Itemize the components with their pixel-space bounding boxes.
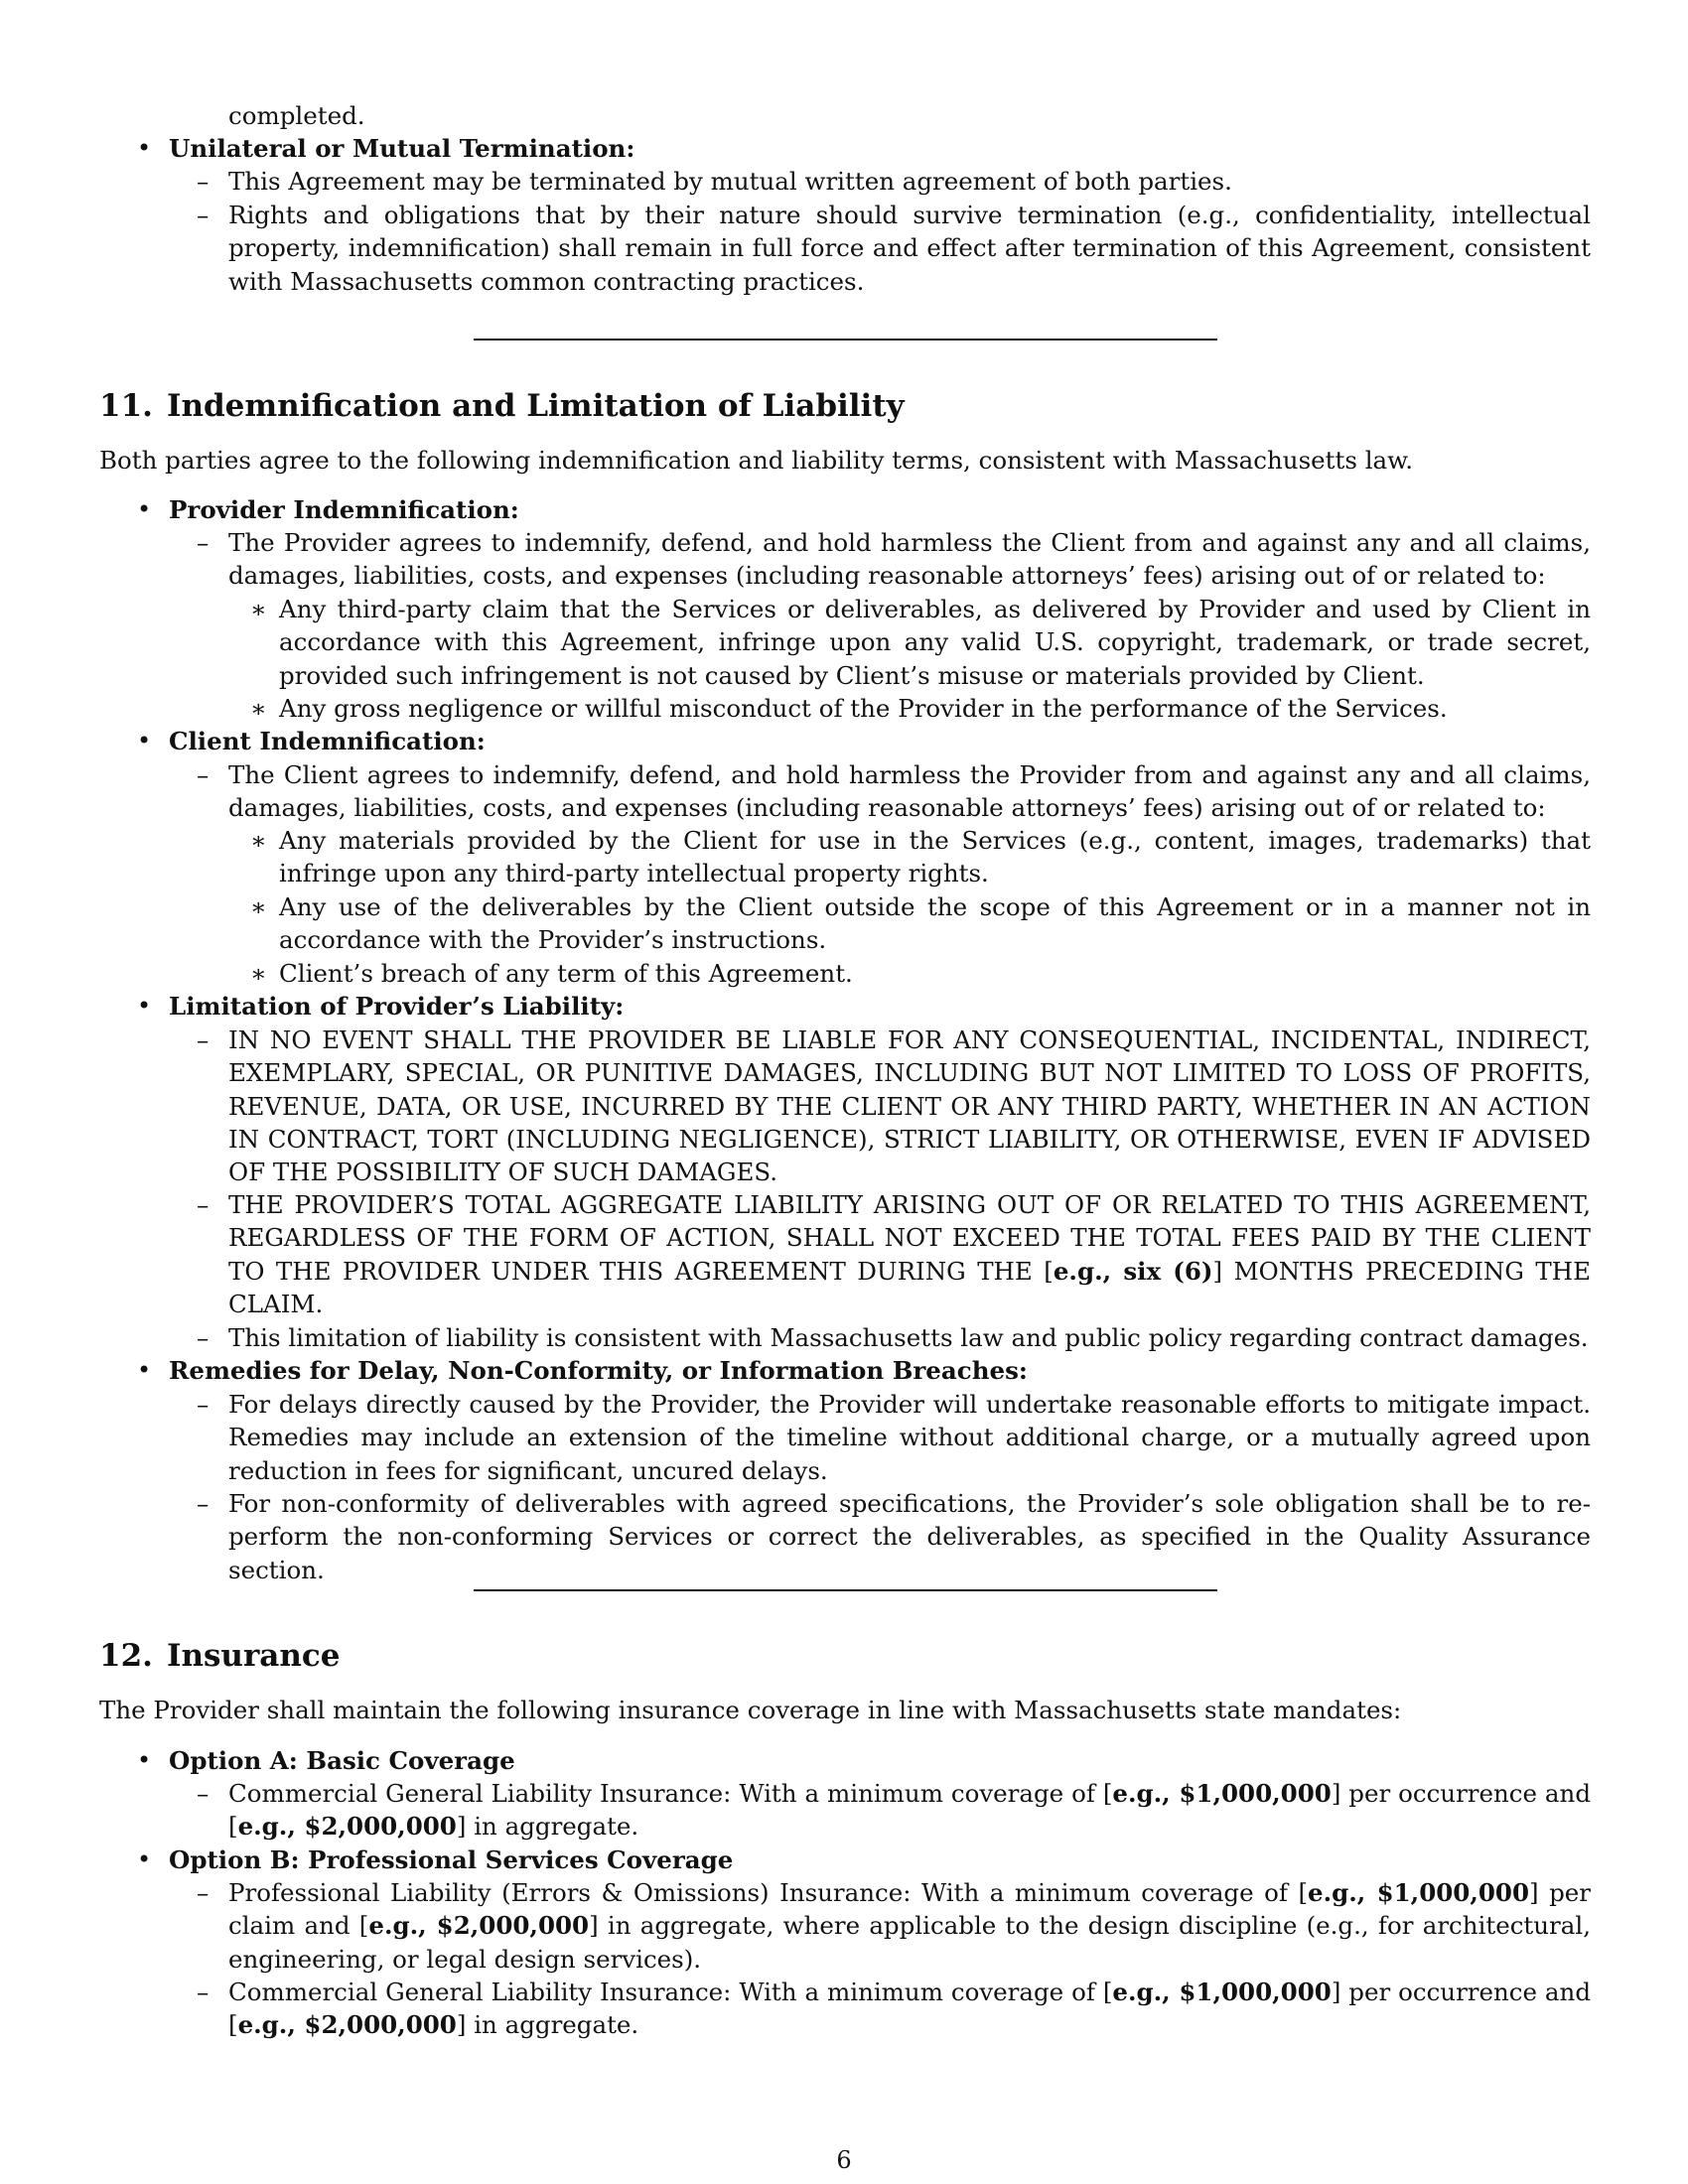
dash-icon: – <box>197 1190 210 1219</box>
dash-icon: – <box>197 1390 210 1419</box>
coverage-text: ] per occurrence and [ <box>228 1779 1591 1842</box>
coverage-amount: e.g., $1,000,000 <box>1112 1779 1332 1808</box>
coverage-text: Commercial General Liability Insurance: With a minimum coverage of [ <box>228 1779 1113 1808</box>
provider-indemnification-subitem: Any third-party claim that the Services or deliverables, as delivered by Provider and used by Client in accordance with this Agreement, infringe upon any valid U.S. copyright, trademark, or trade secret, provided such infringement is not caused by Client’s misuse or materials provided by Client. <box>279 595 1591 690</box>
dash-icon: – <box>197 760 210 789</box>
dash-icon: – <box>197 1779 210 1808</box>
section-divider <box>474 339 1217 341</box>
coverage-text: ] in aggregate. <box>456 2010 639 2040</box>
limitation-heading: Limitation of Provider’s Liability: <box>169 992 625 1021</box>
client-indemnification-item: The Client agrees to indemnify, defend, and hold harmless the Provider from and against any and all claims, damages, liabilities, costs, and expenses (including reasonable attorneys’ fees) arising out of or related to: <box>228 760 1591 823</box>
section-title: Insurance <box>166 1638 341 1674</box>
bullet-icon: • <box>137 1356 152 1384</box>
section-divider <box>474 1589 1217 1591</box>
section-11-intro: Both parties agree to the following indemnification and liability terms, consistent with Massachusetts law. <box>99 446 1413 475</box>
option-b-heading: Option B: Professional Services Coverage <box>169 1845 734 1874</box>
asterisk-icon: ∗ <box>250 694 267 723</box>
client-indemnification-subitem: Any materials provided by the Client for use in the Services (e.g., content, images, trademarks) that infringe upon any third-party intellectual property rights. <box>279 826 1591 888</box>
bullet-icon: • <box>137 134 152 162</box>
section-title: Indemnification and Limitation of Liability <box>166 388 905 424</box>
client-indemnification-heading: Client Indemnification: <box>169 727 486 755</box>
coverage-amount: e.g., $1,000,000 <box>1308 1878 1530 1907</box>
dash-icon: – <box>197 1878 210 1907</box>
limitation-item: This limitation of liability is consistent with Massachusetts law and public policy regarding contract damages. <box>228 1323 1589 1352</box>
dash-icon: – <box>197 201 210 229</box>
remedies-heading: Remedies for Delay, Non-Conformity, or Information Breaches: <box>169 1356 1028 1385</box>
option-a-heading: Option A: Basic Coverage <box>169 1746 515 1775</box>
limitation-text: THE PROVIDER’S TOTAL AGGREGATE LIABILITY ARISING OUT OF OR RELATED TO THIS AGREEMENT, REGARDLESS OF THE FORM OF ACTION, SHALL NOT EXCEED THE TOTAL FEES PAID BY THE CLIENT TO THE PROVIDER UNDER THIS AGREEMENT DURING THE [ <box>228 1190 1591 1286</box>
dash-icon: – <box>197 528 210 557</box>
limitation-item <box>228 1188 1591 1320</box>
section-number: 12. <box>99 1638 153 1674</box>
page-number: 6 <box>836 2146 852 2174</box>
asterisk-icon: ∗ <box>250 595 267 623</box>
asterisk-icon: ∗ <box>250 892 267 921</box>
option-b-item <box>228 1976 1591 2042</box>
asterisk-icon: ∗ <box>250 959 267 988</box>
termination-item: Rights and obligations that by their nature should survive termination (e.g., confidentiality, intellectual property, indemnification) shall remain in full force and effect after termination of this Agreement, consistent with Massachusetts common contracting practices. <box>228 201 1591 296</box>
limitation-item: IN NO EVENT SHALL THE PROVIDER BE LIABLE FOR ANY CONSEQUENTIAL, INCIDENTAL, INDIRECT, EXEMPLARY, SPECIAL, OR PUNITIVE DAMAGES, INCLUDING BUT NOT LIMITED TO LOSS OF PROFITS, REVENUE, DATA, OR USE, INCURRED BY THE CLIENT OR ANY THIRD PARTY, WHETHER IN AN ACTION IN CONTRACT, TORT (INCLUDING NEGLIGENCE), STRICT LIABILITY, OR OTHERWISE, EVEN IF ADVISED OF THE POSSIBILITY OF SUCH DAMAGES. <box>228 1025 1591 1187</box>
remedies-item: For delays directly caused by the Provider, the Provider will undertake reasonable efforts to mitigate impact. Remedies may include an extension of the timeline without additional charge, or a mutually agreed upon reduction in fees for significant, uncured delays. <box>228 1390 1591 1485</box>
section-12-intro: The Provider shall maintain the following insurance coverage in line with Massachusetts state mandates: <box>99 1696 1402 1724</box>
bullet-icon: • <box>137 495 152 523</box>
dash-icon: – <box>197 1978 210 2006</box>
dash-icon: – <box>197 1489 210 1518</box>
remedies-item: For non-conformity of deliverables with agreed specifications, the Provider’s sole obligation shall be to re-perform the non-conforming Services or correct the deliverables, as specified in the Quality Assurance section. <box>228 1489 1591 1584</box>
coverage-amount: e.g., $2,000,000 <box>368 1911 590 1941</box>
provider-indemnification-item: The Provider agrees to indemnify, defend, and hold harmless the Client from and against any and all claims, damages, liabilities, costs, and expenses (including reasonable attorneys’ fees) arising out of or related to: <box>228 528 1591 591</box>
bullet-icon: • <box>137 1746 152 1774</box>
limitation-bold-text: e.g., six (6) <box>1053 1256 1213 1286</box>
continued-text: completed. <box>228 101 365 130</box>
provider-indemnification-heading: Provider Indemnification: <box>169 495 519 524</box>
coverage-amount: e.g., $1,000,000 <box>1112 1978 1332 2006</box>
bullet-icon: • <box>137 727 152 754</box>
termination-heading: Unilateral or Mutual Termination: <box>169 134 635 163</box>
bullet-icon: • <box>137 992 152 1020</box>
coverage-text: Professional Liability (Errors & Omissions) Insurance: With a minimum coverage of [ <box>228 1878 1309 1907</box>
coverage-amount: e.g., $2,000,000 <box>237 1812 457 1842</box>
coverage-text: Commercial General Liability Insurance: With a minimum coverage of [ <box>228 1978 1113 2006</box>
coverage-amount: e.g., $2,000,000 <box>237 2010 457 2040</box>
section-number: 11. <box>99 388 153 424</box>
provider-indemnification-subitem: Any gross negligence or willful misconduct of the Provider in the performance of the Services. <box>279 694 1448 723</box>
coverage-text: ] per occurrence and [ <box>228 1978 1591 2040</box>
client-indemnification-subitem: Any use of the deliverables by the Client outside the scope of this Agreement or in a manner not in accordance with the Provider’s instructions. <box>279 892 1591 955</box>
bullet-icon: • <box>137 1845 152 1873</box>
dash-icon: – <box>197 1323 210 1352</box>
asterisk-icon: ∗ <box>250 826 267 855</box>
coverage-text: ] in aggregate. <box>456 1812 639 1842</box>
coverage-text: ] in aggregate, where applicable to the design discipline (e.g., for architectural, engineering, or legal design services). <box>228 1911 1591 1974</box>
termination-item: This Agreement may be terminated by mutual written agreement of both parties. <box>228 167 1232 196</box>
coverage-text: ] per claim and [ <box>228 1878 1591 1941</box>
dash-icon: – <box>197 167 210 196</box>
section-12-heading <box>99 1636 341 1676</box>
dash-icon: – <box>197 1025 210 1054</box>
option-b-item <box>228 1876 1591 1976</box>
section-11-heading <box>99 386 905 426</box>
option-a-item <box>228 1777 1591 1843</box>
limitation-text: ] MONTHS PRECEDING THE CLAIM. <box>228 1256 1591 1318</box>
client-indemnification-subitem: Client’s breach of any term of this Agreement. <box>279 959 853 988</box>
